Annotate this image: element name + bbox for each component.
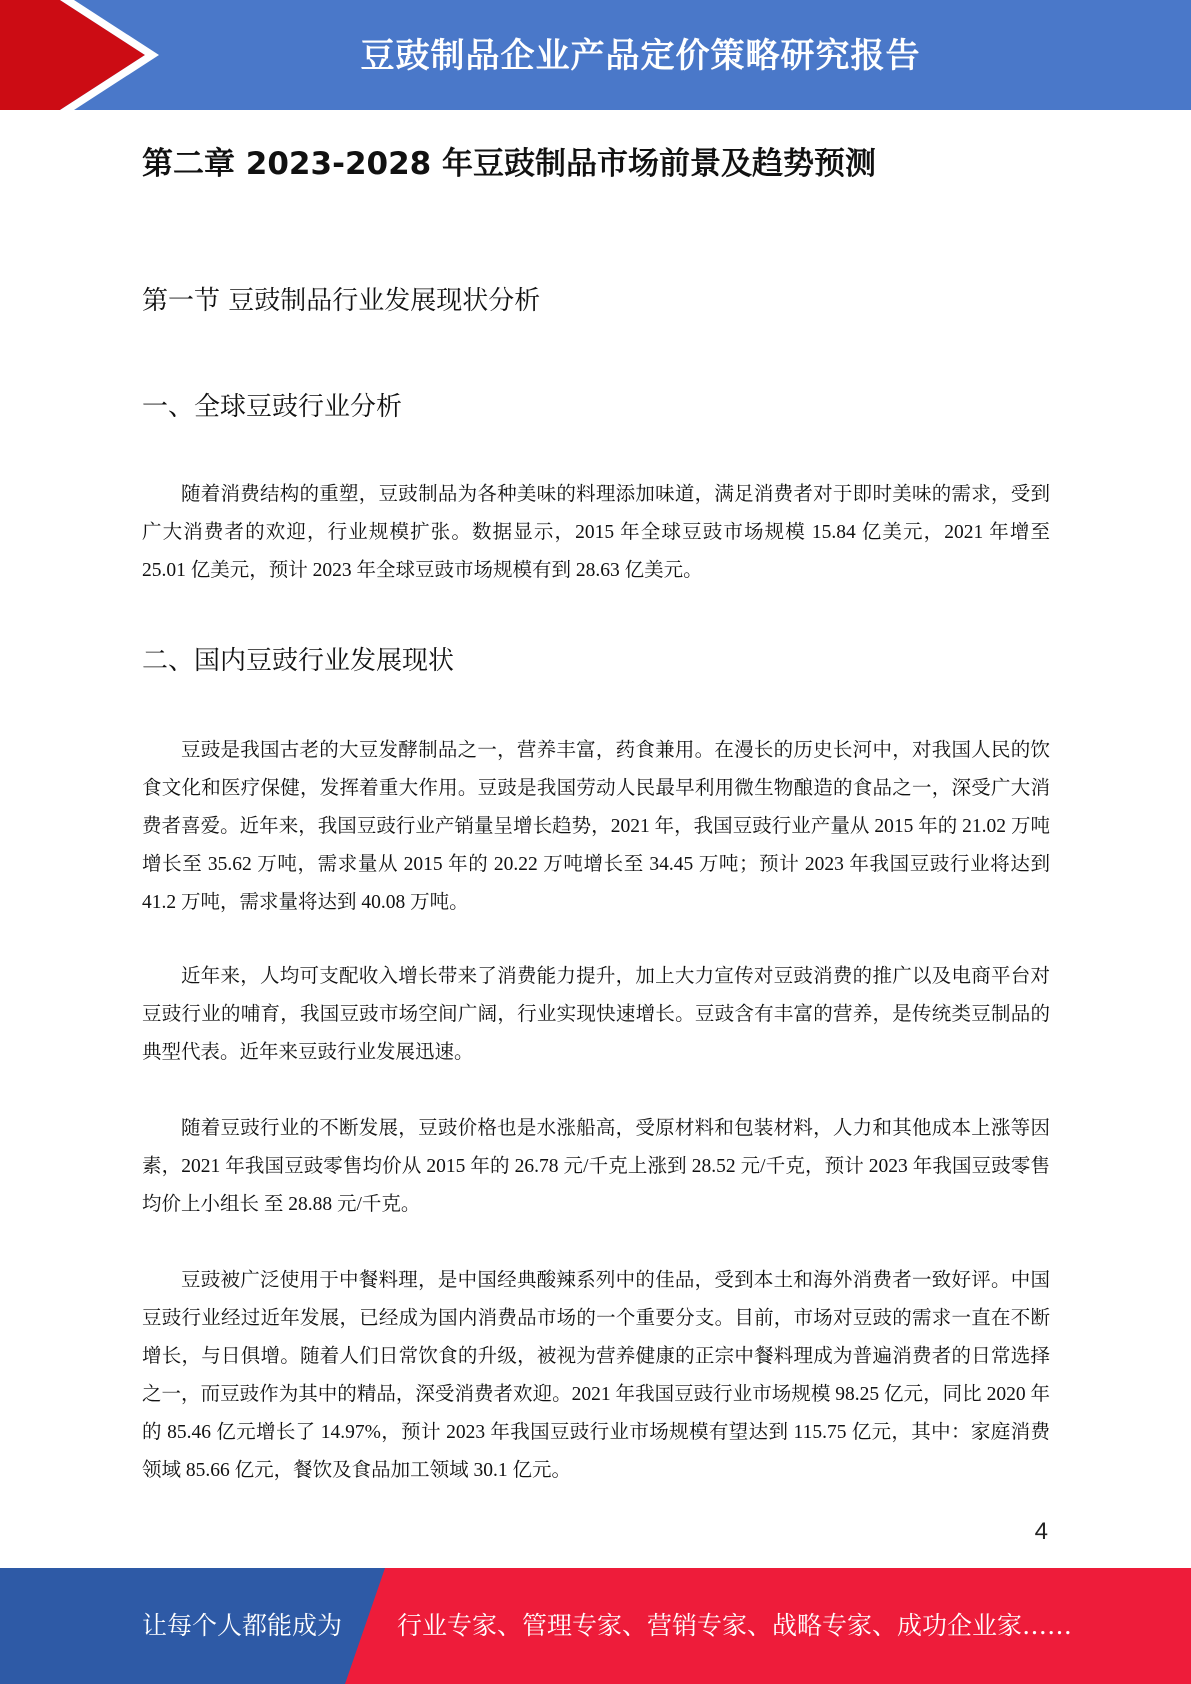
paragraph-domestic-production: 豆豉是我国古老的大豆发酵制品之一，营养丰富，药食兼用。在漫长的历史长河中，对我国人民的饮食文化和医疗保健，发挥着重大作用。豆豉是我国劳动人民最早利用微生物酿造的食品之一，深受广大消费者喜爱。近年来，我国豆豉行业产销量呈增长趋势，2021 年，我国豆豉行业产量从 2015 年的 21.02 万吨增长至 35.62 万吨，需求量从 2015 年的 20.22 万吨增长至 34.45 万吨；预计 2023 年我国豆豉行业将达到 41.2 万吨，需求量将达到 40.08 万吨。 — [142, 740, 1050, 913]
report-title: 豆豉制品企业产品定价策略研究报告 — [360, 36, 921, 76]
subsection-title-domestic: 二、国内豆豉行业发展现状 — [142, 646, 455, 676]
paragraph-domestic-growth: 近年来，人均可支配收入增长带来了消费能力提升，加上大力宣传对豆豉消费的推广以及电商平台对豆豉行业的哺育，我国豆豉市场空间广阔，行业实现快速增长。豆豉含有丰富的营养，是传统类豆制品的典型代表。近年来豆豉行业发展迅速。 — [142, 966, 1050, 1063]
paragraph-domestic-price: 随着豆豉行业的不断发展，豆豉价格也是水涨船高，受原材料和包装材料，人力和其他成本上涨等因素，2021 年我国豆豉零售均价从 2015 年的 26.78 元/千克上涨到 28.52 元/千克，预计 2023 年我国豆豉零售均价上小组长 至 28.88 元/千克。 — [142, 1118, 1050, 1215]
page-header — [0, 0, 1191, 110]
chapter-title: 第二章 2023-2028 年豆豉制品市场前景及趋势预测 — [142, 146, 877, 182]
page-number: 4 — [1034, 1518, 1048, 1545]
page-footer — [0, 1568, 1191, 1684]
footer-slogan-left: 让每个人都能成为 — [142, 1611, 343, 1640]
paragraph-global-market: 随着消费结构的重塑，豆豉制品为各种美味的料理添加味道，满足消费者对于即时美味的需求，受到广大消费者的欢迎，行业规模扩张。数据显示，2015 年全球豆豉市场规模 15.84 亿美元，2021 年增至 25.01 亿美元，预计 2023 年全球豆豉市场规模有到 28.63 亿美元。 — [142, 484, 1050, 581]
subsection-title-global: 一、全球豆豉行业分析 — [142, 392, 403, 422]
paragraph-domestic-market-size: 豆豉被广泛使用于中餐料理，是中国经典酸辣系列中的佳品，受到本土和海外消费者一致好评。中国豆豉行业经过近年发展，已经成为国内消费品市场的一个重要分支。目前，市场对豆豉的需求一直在不断增长，与日俱增。随着人们日常饮食的升级，被视为营养健康的正宗中餐料理成为普遍消费者的日常选择之一，而豆豉作为其中的精品，深受消费者欢迎。2021 年我国豆豉行业市场规模 98.25 亿元，同比 2020 年的 85.46 亿元增长了 14.97%，预计 2023 年我国豆豉行业市场规模有望达到 115.75 亿元，其中：家庭消费领域 85.66 亿元，餐饮及食品加工领域 30.1 亿元。 — [142, 1270, 1050, 1481]
section-title: 第一节 豆豉制品行业发展现状分析 — [142, 286, 541, 316]
footer-slogan-right: 行业专家、管理专家、营销专家、战略专家、成功企业家…… — [397, 1611, 1073, 1640]
